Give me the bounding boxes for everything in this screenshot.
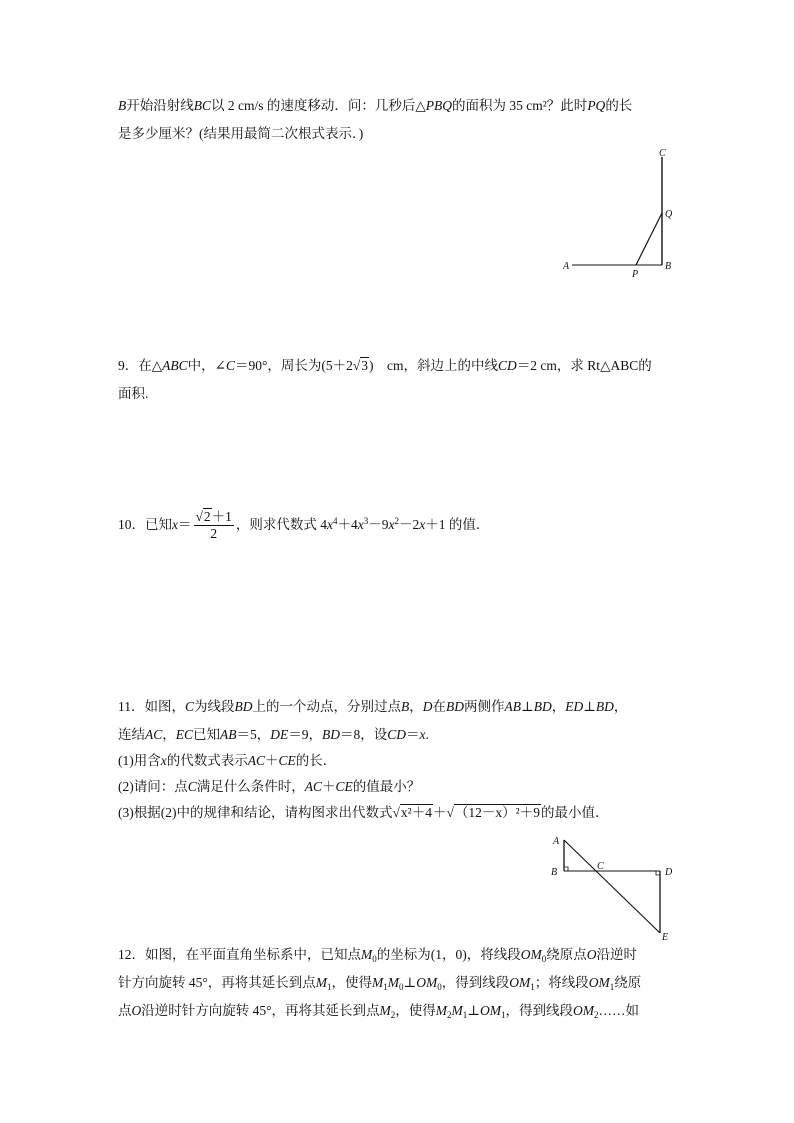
q10-line: 10．已知x＝ $\frac{√2+1}{2}$ ，则求代数式 $4x^4+4x^3-9x^2-2x+1$ 的值． bbox=[118, 509, 490, 542]
q8-label-c: C bbox=[659, 148, 666, 159]
q11-line1: 11．如图，C为线段BD上的一个动点，分别过点B，D在BD两侧作AB⊥BD，ED⊥BD， bbox=[118, 699, 628, 714]
q11-label-d: D bbox=[665, 867, 673, 878]
q8-label-p: P bbox=[632, 269, 639, 280]
q12-line2: 针方向旋转 45°，再将其延长到点$M_1$，使得$M_1M_0\perp OM_0$，得到线段$OM_1$；将线段$OM_1$绕原 bbox=[118, 975, 642, 992]
q11-label-e: E bbox=[662, 932, 669, 943]
q8-label-b: B bbox=[665, 261, 672, 272]
q11-label-b: B bbox=[551, 867, 558, 878]
q12-line3: 点O沿逆时针方向旋转 45°，再将其延长到点$M_2$，使得$M_2M_1\perp OM_1$，得到线段$OM_2\dots\dots$如 bbox=[118, 1003, 639, 1020]
q8-label-a: A bbox=[563, 261, 570, 272]
q11-label-a: A bbox=[553, 836, 560, 847]
q8-figure bbox=[560, 145, 690, 280]
q11-line3: (1)用含x的代数式表示AC＋CE的长． bbox=[118, 753, 337, 768]
q11-figure bbox=[545, 833, 685, 943]
q11-label-c: C bbox=[597, 861, 604, 872]
q11-line5: (3)根据(2)中的规律和结论，请构图求出代数式√x²＋4＋√（12－x）²＋9的最小值． bbox=[118, 805, 609, 820]
q12-line1: 12．如图，在平面直角坐标系中，已知点$M_0$的坐标为(1，0)，将线段$OM_0$绕原点O沿逆时 bbox=[118, 947, 637, 964]
q11-line2: 连结AC，EC已知AB＝5，DE＝9，BD＝8，设CD＝x. bbox=[118, 727, 429, 742]
q9-line1: 9．在△ABC中，∠C＝90°，周长为(5＋2√3) cm，斜边上的中线CD＝2 cm，求 Rt△ABC的 bbox=[118, 358, 652, 373]
q9-line2: 面积. bbox=[118, 386, 149, 401]
q10-fraction: $\frac{√2+1}{2}$ bbox=[195, 509, 232, 542]
q8-line1: B开始沿射线BC以 2 cm/s 的速度移动．问：几秒后△PBQ的面积为 35 cm²？此时PQ的长 bbox=[118, 98, 633, 113]
q11-line4: (2)请问：点C满足什么条件时，AC＋CE的值最小？ bbox=[118, 779, 421, 794]
q8-line2: 是多少厘米？(结果用最简二次根式表示．) bbox=[118, 126, 364, 141]
q8-label-q: Q bbox=[665, 209, 673, 220]
